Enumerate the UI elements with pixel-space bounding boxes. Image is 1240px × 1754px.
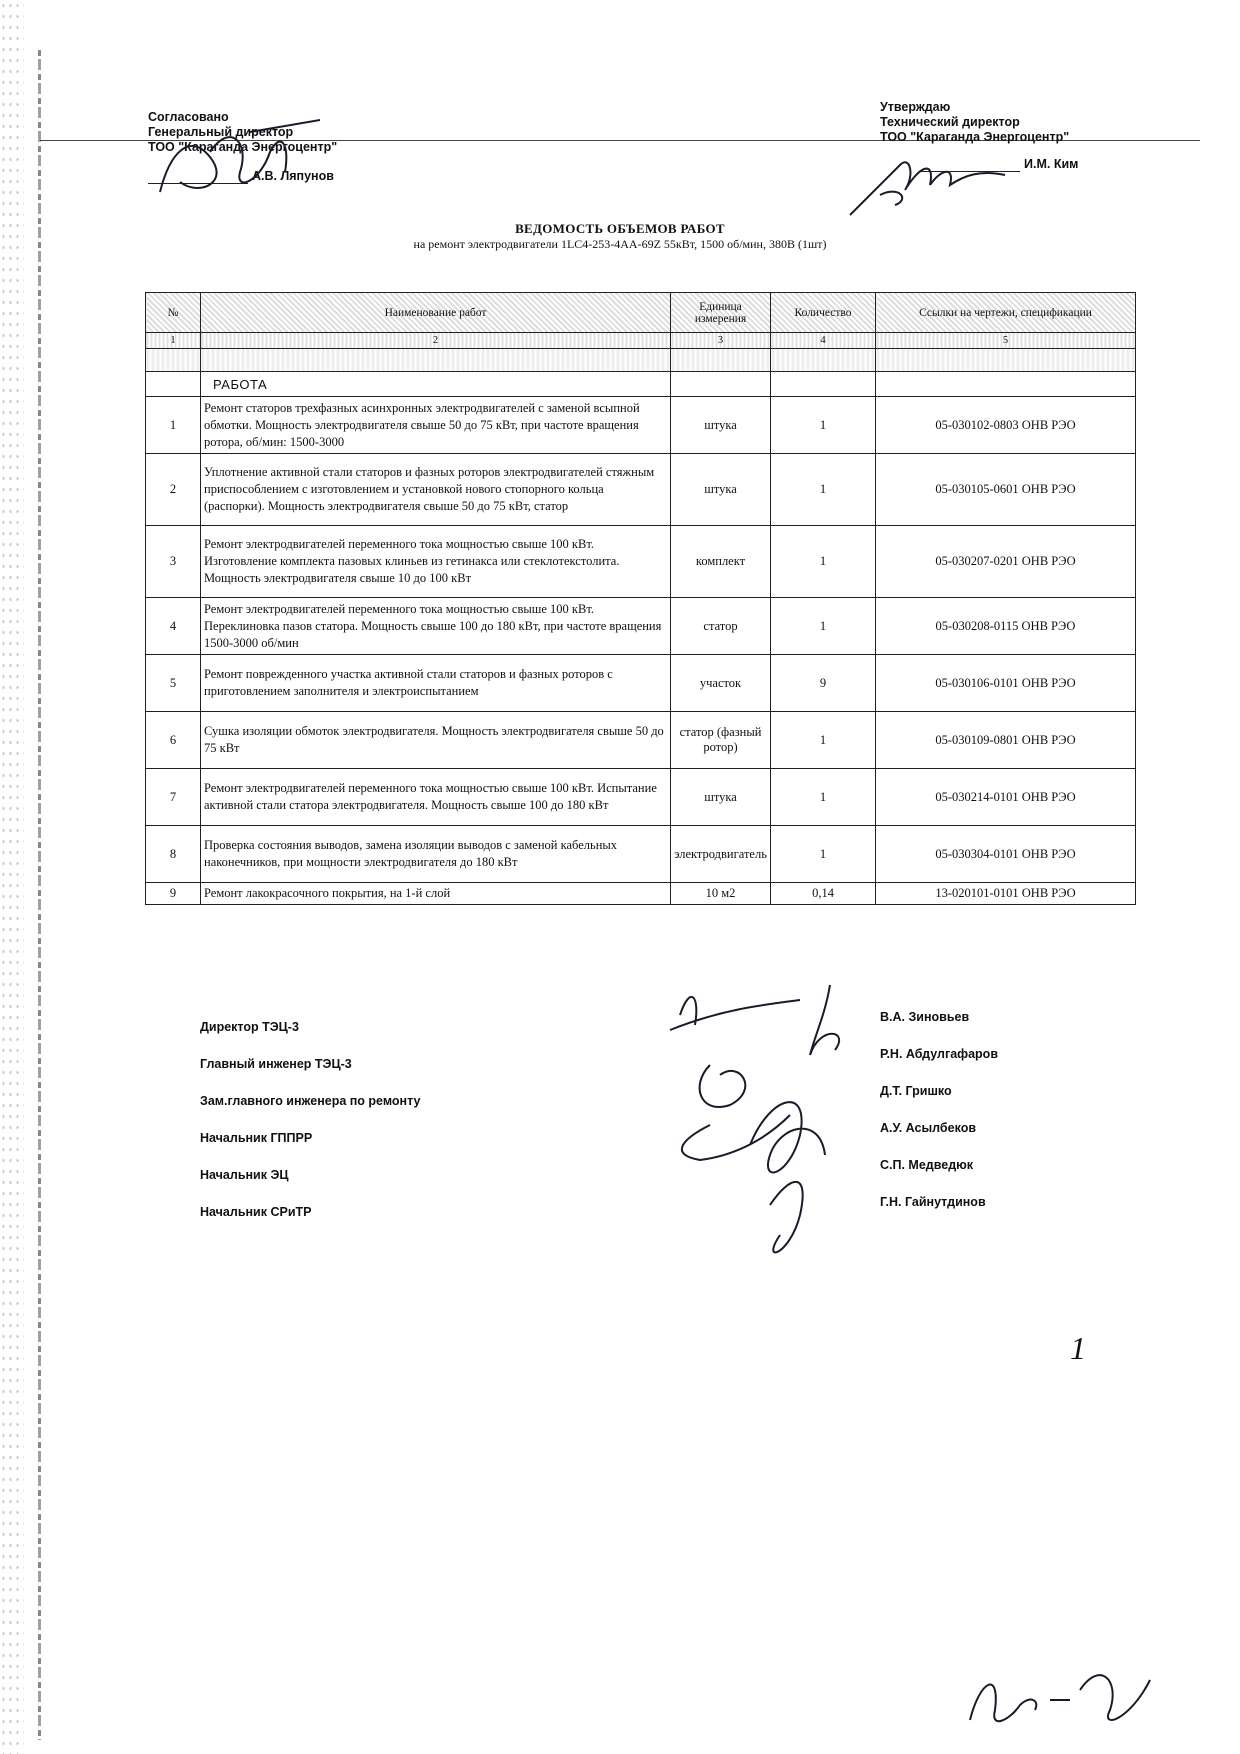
signature-kim: [840, 135, 1020, 225]
row-quantity: 1: [771, 826, 876, 883]
section-row: [146, 372, 1136, 397]
row-quantity: 1: [771, 712, 876, 769]
row-work-name: Ремонт электродвигателей переменного тока мощностью свыше 100 кВт. Испытание активной стали статора электродвигателя. Мощность свыше 100 до 180 кВт: [201, 769, 671, 826]
blank-cell: [771, 349, 876, 372]
scan-noise: [0, 0, 24, 1754]
header-name: Наименование работ: [201, 293, 671, 333]
row-work-name: Ремонт электродвигателей переменного тока мощностью свыше 100 кВт. Изготовление комплекта пазовых клиньев из гетинакса или стеклотекстолита. Мощность электродвигателя свыше 10 до 100 кВт: [201, 526, 671, 598]
signature-bottom: [960, 1650, 1160, 1740]
position-chief-engineer: Главный инженер ТЭЦ-3: [200, 1057, 352, 1071]
position-head-sritr: Начальник СРиТР: [200, 1205, 312, 1219]
header-ref: Ссылки на чертежи, спецификации: [876, 293, 1136, 333]
row-reference: 05-030208-0115 ОНВ РЭО: [876, 598, 1136, 655]
position-deputy-engineer: Зам.главного инженера по ремонту: [200, 1094, 421, 1108]
section-spacer: [671, 372, 771, 397]
col-num: 2: [201, 333, 671, 349]
row-reference: 05-030105-0601 ОНВ РЭО: [876, 454, 1136, 526]
row-reference: 05-030109-0801 ОНВ РЭО: [876, 712, 1136, 769]
row-quantity: 1: [771, 598, 876, 655]
blank-cell: [876, 349, 1136, 372]
section-spacer: [771, 372, 876, 397]
row-unit: штука: [671, 397, 771, 454]
title-sub: на ремонт электродвигатели 1LC4-253-4AA-69Z 55кВт, 1500 об/мин, 380В (1шт): [413, 237, 827, 251]
row-number: 5: [146, 655, 201, 712]
signatory-positions: [200, 1020, 421, 1242]
column-number-row: [146, 333, 1136, 349]
approval-left-label: Согласовано: [148, 110, 229, 124]
row-number: 6: [146, 712, 201, 769]
blank-cell: [146, 349, 201, 372]
row-quantity: 1: [771, 454, 876, 526]
table-row: [146, 769, 1136, 826]
row-work-name: Ремонт лакокрасочного покрытия, на 1-й слой: [201, 883, 671, 905]
name-medvedyuk: С.П. Медведюк: [880, 1158, 974, 1172]
row-reference: 05-030214-0101 ОНВ РЭО: [876, 769, 1136, 826]
name-gainutdinov: Г.Н. Гайнутдинов: [880, 1195, 986, 1209]
approval-right-label: Утверждаю: [880, 100, 951, 114]
row-work-name: Сушка изоляции обмоток электродвигателя. Мощность электродвигателя свыше 50 до 75 кВт: [201, 712, 671, 769]
table-row: [146, 397, 1136, 454]
row-unit: статор (фазный ротор): [671, 712, 771, 769]
position-head-gpprr: Начальник ГППРР: [200, 1131, 313, 1145]
name-grishko: Д.Т. Гришко: [880, 1084, 952, 1098]
row-unit: 10 м2: [671, 883, 771, 905]
position-head-ec: Начальник ЭЦ: [200, 1168, 289, 1182]
row-number: 4: [146, 598, 201, 655]
table-row: [146, 883, 1136, 905]
signatures-group: [650, 975, 880, 1275]
row-reference: 05-030102-0803 ОНВ РЭО: [876, 397, 1136, 454]
col-num: 5: [876, 333, 1136, 349]
row-reference: 05-030207-0201 ОНВ РЭО: [876, 526, 1136, 598]
table-row: [146, 712, 1136, 769]
row-unit: комплект: [671, 526, 771, 598]
document-title: [300, 221, 940, 252]
approval-left-name: А.В. Ляпунов: [252, 169, 334, 183]
table-row: [146, 655, 1136, 712]
blank-cell: [671, 349, 771, 372]
name-zinoviev: В.А. Зиновьев: [880, 1010, 970, 1024]
row-quantity: 1: [771, 526, 876, 598]
table-row: [146, 526, 1136, 598]
title-main: ВЕДОМОСТЬ ОБЪЕМОВ РАБОТ: [515, 221, 725, 236]
row-unit: штука: [671, 769, 771, 826]
row-reference: 13-020101-0101 ОНВ РЭО: [876, 883, 1136, 905]
name-asylbekov: А.У. Асылбеков: [880, 1121, 977, 1135]
page-mark: 1: [1070, 1330, 1086, 1366]
section-spacer: [876, 372, 1136, 397]
row-work-name: Проверка состояния выводов, замена изоляции выводов с заменой кабельных наконечников, при мощности электродвигателя до 180 кВт: [201, 826, 671, 883]
row-quantity: 1: [771, 397, 876, 454]
col-num: 4: [771, 333, 876, 349]
header-number: №: [146, 293, 201, 333]
approval-right-position: Технический директор: [880, 115, 1020, 129]
row-work-name: Уплотнение активной стали статоров и фазных роторов электродвигателей стяжным приспособлением с изготовлением и установкой нового стопорного кольца (распорки). Мощность электродвигателя свыше 50 до 75 кВт, статор: [201, 454, 671, 526]
row-number: 7: [146, 769, 201, 826]
row-number: 8: [146, 826, 201, 883]
row-work-name: Ремонт поврежденного участка активной стали статоров и фазных роторов с приготовлением заполнителя и электроиспытанием: [201, 655, 671, 712]
row-number: 3: [146, 526, 201, 598]
row-quantity: 1: [771, 769, 876, 826]
signatory-names: [880, 1010, 998, 1232]
approval-left-position: Генеральный директор: [148, 125, 294, 139]
table-row: [146, 826, 1136, 883]
scan-edge: [38, 50, 41, 1740]
row-reference: 05-030106-0101 ОНВ РЭО: [876, 655, 1136, 712]
blank-cell: [201, 349, 671, 372]
signature-lyapunov: [150, 112, 320, 202]
table-row: [146, 598, 1136, 655]
section-label: РАБОТА: [201, 372, 671, 397]
row-work-name: Ремонт электродвигателей переменного тока мощностью свыше 100 кВт. Переклиновка пазов статора. Мощность свыше 100 до 180 кВт, при частоте вращения 1500-3000 об/мин: [201, 598, 671, 655]
row-unit: участок: [671, 655, 771, 712]
row-quantity: 9: [771, 655, 876, 712]
row-number: 2: [146, 454, 201, 526]
header-qty: Количество: [771, 293, 876, 333]
table-row: [146, 454, 1136, 526]
row-quantity: 0,14: [771, 883, 876, 905]
row-reference: 05-030304-0101 ОНВ РЭО: [876, 826, 1136, 883]
position-director: Директор ТЭЦ-3: [200, 1020, 299, 1034]
row-number: 1: [146, 397, 201, 454]
section-spacer: [146, 372, 201, 397]
header-unit: Единица измерения: [671, 293, 771, 333]
approval-right-company: ТОО "Караганда Энергоцентр": [880, 130, 1070, 144]
row-unit: штука: [671, 454, 771, 526]
row-unit: статор: [671, 598, 771, 655]
name-abdulgafarov: Р.Н. Абдулгафаров: [880, 1047, 998, 1061]
col-num: 3: [671, 333, 771, 349]
approval-left-company: ТОО "Караганда Энергоцентр": [148, 140, 338, 154]
works-table: [145, 292, 1136, 905]
row-unit: электродвигатель: [671, 826, 771, 883]
row-number: 9: [146, 883, 201, 905]
row-work-name: Ремонт статоров трехфазных асинхронных электродвигателей с заменой всыпной обмотки. Мощность электродвигателя свыше 50 до 75 кВт, при частоте вращения ротора, об/мин: 1500-3000: [201, 397, 671, 454]
col-num: 1: [146, 333, 201, 349]
blank-row: [146, 349, 1136, 372]
table-header-row: [146, 293, 1136, 333]
approval-right-name: И.М. Ким: [1024, 157, 1079, 171]
